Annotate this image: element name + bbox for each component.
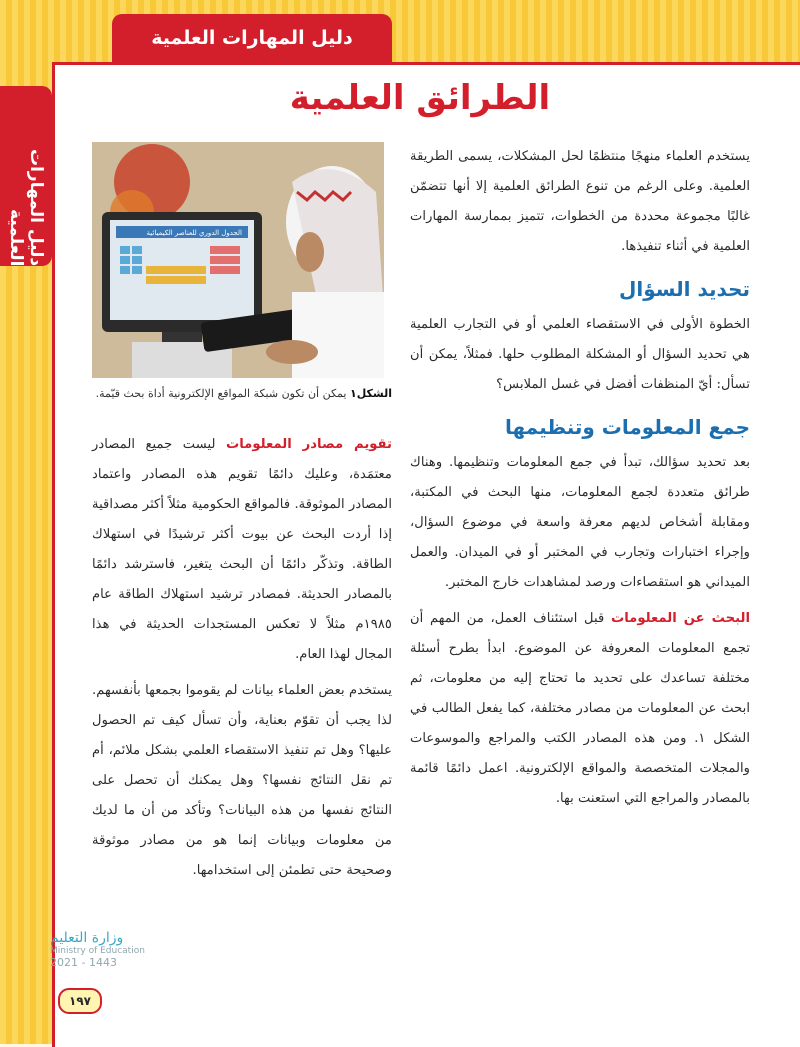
right-column <box>410 142 750 820</box>
header-tab <box>112 14 392 62</box>
intro-paragraph: يستخدم العلماء منهجًا منتظمًا لحل المشكلات، يسمى الطريقة العلمية. وعلى الرغم من تنوع الطرائق العلمية إلا أنها تتضمّن غالبًا مجموعة محددة من الخطوات، تتميز بممارسة المهارات العلمية في أثناء تنفيذها. <box>410 149 750 254</box>
figure-photo <box>92 142 384 378</box>
ministry-logo <box>50 930 170 969</box>
page-title: الطرائق العلمية <box>289 78 551 118</box>
header-tab-label: دليل المهارات العلمية <box>151 27 353 49</box>
ministry-name-en: Ministry of Education <box>50 946 145 956</box>
side-tab-label: دليل المهارات العلمية <box>6 148 46 266</box>
left-column <box>92 430 392 892</box>
section-heading-question: تحديد السؤال <box>619 277 750 301</box>
research-body: قبل استئناف العمل، من المهم أن تجمع المعلومات المعروفة عن الموضوع. ابدأ بطرح أسئلة مختلفة تساعدك على تحديد ما تحتاج إليه من معلومات، ثم ابحث عن المعلومات من مصادر مختلفة، كما يفعل الطالب في الشكل ١. ومن هذه المصادر الكتب والمراجع والموسوعات والمجلات المتخصصة والمواقع الإلكترونية. اعمل دائمًا قائمة بالمصادر والمراجع التي استعنت بها. <box>410 611 750 806</box>
research-lead: البحث عن المعلومات <box>610 611 750 626</box>
gather-paragraph: بعد تحديد سؤالك، تبدأ في جمع المعلومات وتنظيمها. وهناك طرائق متعددة لجمع المعلومات، منها البحث في المكتبة، ومقابلة أشخاص لديهم معرفة واسعة في موضوع السؤال، وإجراء اختبارات وتجارب في المختبر أو في الميدان. والعمل الميداني هو استقصاءات ورصد لمشاهدات خارج المختبر. <box>410 455 750 590</box>
side-tab <box>0 86 52 266</box>
figure-caption-text: يمكن أن تكون شبكة المواقع الإلكترونية أداة بحث قيّمة. <box>95 387 347 400</box>
section-heading-gather: جمع المعلومات وتنظيمها <box>504 415 750 439</box>
evaluate-paragraph <box>92 430 392 670</box>
page-number: ١٩٧ <box>58 988 102 1014</box>
ministry-name-ar: وزارة التعليم <box>50 930 124 946</box>
edition-year: 2021 - 1443 <box>50 956 117 969</box>
research-paragraph <box>410 604 750 814</box>
screen-title: الجدول الدوري للعناصر الكيميائية <box>146 229 242 237</box>
evaluate-lead: تقويم مصادر المعلومات <box>225 437 393 452</box>
question-paragraph: الخطوة الأولى في الاستقصاء العلمي أو في التجارب العلمية هي تحديد السؤال أو المشكلة المطلوب حلها. فمثلاً، يمكن أن تسأل: أيّ المنظفات أفضل في غسل الملابس؟ <box>410 317 750 392</box>
student-computer-illustration <box>92 142 384 378</box>
figure-label: الشكل١ <box>349 387 392 400</box>
evaluate-body: ليست جميع المصادر معتمَدة، وعليك دائمًا تقويم هذه المصادر واعتماد المصادر الموثوقة. فالمواقع الحكومية مثلاً أكثر مصداقية إذا أردت البحث عن بيوت أكثر ترشيدًا في استهلاك الطاقة. وتذكّر دائمًا أن البحث يتغير، فاسترشد دائمًا بالمصادر الحديثة. فمصادر ترشيد استهلاك الطاقة عام ١٩٨٥م مثلاً لا تعكس المستجدات الحديثة في هذا المجال لهذا العام. <box>92 437 392 662</box>
figure-caption <box>92 386 392 401</box>
data-paragraph: يستخدم بعض العلماء بيانات لم يقوموا بجمعها بأنفسهم. لذا يجب أن تقوّم بعناية، وأن تسأل كيف تم الحصول عليها؟ وهل تم تنفيذ الاستقصاء العلمي بشكل ملائم، أم تم نقل النتائج نفسها؟ وهل يمكنك أن تحصل على النتائج نفسها من هذه البيانات؟ وتأكد من أن ما لديك من معلومات وبيانات إنما هو من مصادر موثوقة وصحيحة حتى تطمئن إلى استخدامها. <box>92 683 392 878</box>
